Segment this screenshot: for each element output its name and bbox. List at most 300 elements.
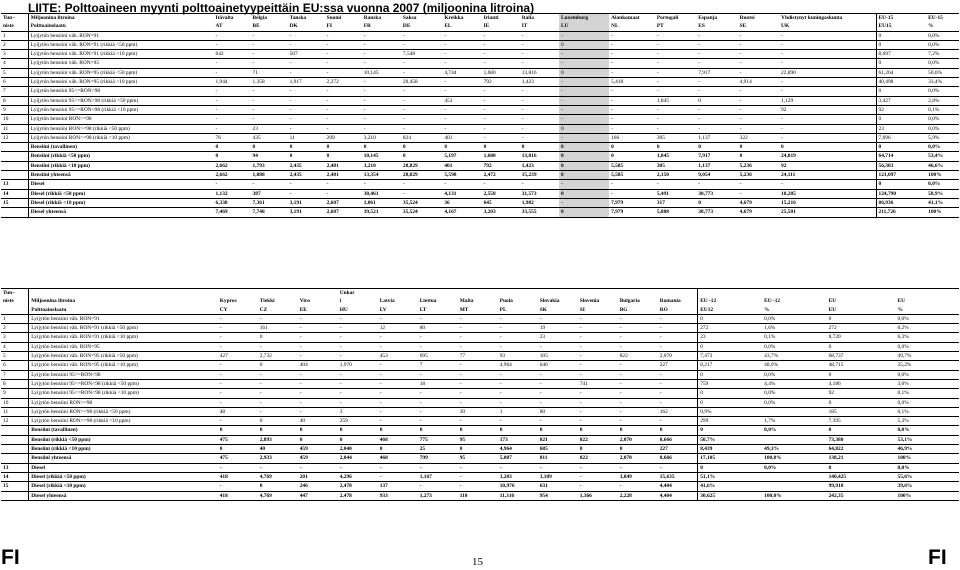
table-cell: - [520, 180, 559, 189]
table-cell: - [458, 389, 498, 398]
table-cell: 0 [779, 143, 876, 152]
table-cell: - [362, 78, 401, 87]
table-cell: - [325, 124, 362, 133]
table-cell: 6,3% [896, 333, 960, 342]
table-cell: 821 [538, 435, 578, 444]
row-label: Lyijytön bensiini 95<=RON<98 (rikkiä <50 ppm) [28, 96, 213, 105]
table-cell: 0 [482, 143, 520, 152]
header-cell: Tiekki [259, 298, 275, 305]
table-cell: - [520, 115, 559, 124]
table-cell: 1,129 [779, 96, 876, 105]
table-cell: - [325, 189, 362, 198]
table-row [1, 426, 959, 435]
table-cell: 0 [362, 143, 401, 152]
table-cell: - [609, 115, 655, 124]
table-row [1, 454, 959, 463]
header-cell: Miljoonina litroina [31, 298, 76, 305]
table-cell: - [251, 105, 288, 114]
row-label: Bensiini (tavallinen) [28, 143, 213, 152]
table-row [1, 352, 959, 361]
table-cell: - [288, 180, 325, 189]
table-cell: 9 [1, 105, 28, 114]
table-cell: - [578, 407, 618, 416]
table-cell: 0,1% [926, 105, 959, 114]
table-cell: 2,662 [214, 171, 251, 180]
table-cell: - [738, 40, 779, 49]
table-cell: 124,790 [876, 189, 926, 198]
header-cell [578, 289, 618, 298]
table-cell: - [498, 398, 538, 407]
table-cell: 387 [251, 189, 288, 198]
table-cell: 822 [618, 352, 658, 361]
header-cell: Polttoainelaatu [29, 306, 218, 315]
table-cell: 0 [698, 426, 762, 435]
table-cell: - [214, 31, 251, 40]
table-cell: - [442, 78, 481, 87]
table-cell [1, 208, 28, 217]
table-cell: - [609, 189, 655, 198]
table-cell: - [218, 370, 258, 379]
header-cell [378, 289, 418, 298]
table-cell: 0 [696, 143, 737, 152]
table-cell: - [578, 417, 618, 426]
table-cell: - [655, 180, 696, 189]
table-cell: 305 [655, 161, 696, 170]
row-label: Lyijytön bensiini RON>=98 (rikkiä <50 ppm) [29, 407, 218, 416]
table-cell: - [578, 389, 618, 398]
table-cell: - [559, 198, 609, 207]
table-cell: 0 [288, 152, 325, 161]
header-cell: Tun− [1, 14, 28, 23]
table-cell: - [738, 96, 779, 105]
table-cell: 100% [926, 171, 959, 180]
table-cell: 299 [698, 417, 762, 426]
table-cell: 459 [298, 454, 338, 463]
table-cell: 6 [1, 361, 29, 370]
table-cell: 15,239 [520, 171, 559, 180]
header-cell [258, 289, 298, 298]
table-cell: - [520, 50, 559, 59]
row-label: Lyijytön bensiini väh. RON=95 (rikkiä <50 ppm) [29, 352, 218, 361]
table-cell: - [325, 40, 362, 49]
table-cell: - [655, 50, 696, 59]
row-label: Lyijytön bensiini väh. RON=91 [29, 314, 218, 323]
row-label: Lyijytön bensiini 95<=RON<98 (rikkiä <10 ppm) [29, 389, 218, 398]
table-cell: 1,167 [418, 472, 458, 481]
header-cell: UK [779, 22, 876, 31]
table-cell: 1,137 [696, 133, 737, 142]
table-cell: 259 [338, 417, 378, 426]
table-cell: 0 [618, 445, 658, 454]
table-cell: 4,964 [498, 361, 538, 370]
table-cell: - [538, 463, 578, 472]
table-cell: 51,1% [698, 472, 762, 481]
table-cell: - [578, 342, 618, 351]
table-row [1, 96, 959, 105]
row-label: Lyijytön bensiini RON>=98 (rikkiä <10 ppm) [29, 417, 218, 426]
header-cell: Itävalta [214, 14, 251, 23]
header-cell: EU-15 [926, 14, 959, 23]
table-cell: - [325, 31, 362, 40]
row-label: Diesel [28, 180, 213, 189]
header-cell: Kypros [219, 298, 237, 305]
table-cell: - [298, 370, 338, 379]
table-cell: 4,167 [442, 208, 481, 217]
table-cell: 140,425 [827, 472, 896, 481]
table-cell: 100% [926, 208, 959, 217]
table-cell: 2,272 [325, 78, 362, 87]
header-cell: Miljoonina litroina [28, 14, 213, 23]
header-cell: Viro [299, 298, 310, 305]
table-cell: 0 [876, 59, 926, 68]
table-cell: - [418, 398, 458, 407]
table-cell: - [298, 379, 338, 388]
table-row [1, 31, 959, 40]
table-cell: - [298, 324, 338, 333]
table-cell: 2,558 [482, 189, 520, 198]
table-cell: 92 [779, 161, 876, 170]
header-cell: EU [828, 298, 837, 305]
table-cell: 0 [578, 426, 618, 435]
table-cell: 0 [258, 417, 298, 426]
table-cell: - [401, 189, 442, 198]
header-cell: FR [362, 22, 401, 31]
table-cell: 1,423 [520, 78, 559, 87]
table-cell: - [258, 407, 298, 416]
table-cell: 15,635 [658, 472, 698, 481]
header-cell [418, 289, 458, 298]
table-cell: - [338, 370, 378, 379]
table-cell: 10 [1, 398, 29, 407]
table-cell: 105 [538, 352, 578, 361]
table-cell: 453 [378, 352, 418, 361]
table-row [1, 361, 959, 370]
table-cell: 0,1% [896, 389, 960, 398]
table-cell: 2,478 [338, 482, 378, 491]
table-cell: - [218, 361, 258, 370]
table-cell: 0,0% [896, 370, 960, 379]
row-label: Bensiini (rikkiä <10 ppm) [29, 445, 218, 454]
table-cell: - [559, 87, 609, 96]
table-row [1, 314, 959, 323]
table-cell: - [442, 50, 481, 59]
header-cell: Bulgaria [619, 298, 640, 305]
table-cell [1, 143, 28, 152]
table-cell: - [618, 398, 658, 407]
table-cell: - [538, 342, 578, 351]
table-cell: 201 [298, 472, 338, 481]
header-cell: EL [442, 22, 481, 31]
table-cell: 1 [1, 31, 28, 40]
table-cell: 1,793 [251, 161, 288, 170]
table-cell: 3,0% [896, 379, 960, 388]
table-cell: 4,296 [338, 472, 378, 481]
table-cell: 35,524 [401, 198, 442, 207]
table-cell: - [738, 189, 779, 198]
table-cell: 0 [325, 143, 362, 152]
row-label: Lyijytön bensiini väh. RON=91 (rikkiä <10 ppm) [28, 50, 213, 59]
table-cell: - [498, 379, 538, 388]
table-cell: 64,822 [827, 445, 896, 454]
header-cell: LU [559, 22, 609, 31]
table-cell: 23 [876, 124, 926, 133]
table-cell: - [658, 389, 698, 398]
table-cell: 317 [655, 198, 696, 207]
table-cell: - [738, 50, 779, 59]
header-cell: Slovenia [579, 298, 600, 305]
table-cell: - [218, 379, 258, 388]
row-label: Lyijytön bensiini väh. RON=95 (rikkiä <10 ppm) [29, 361, 218, 370]
table-cell: 10,285 [779, 189, 876, 198]
table-cell: 0 [218, 426, 258, 435]
table-cell: 80 [538, 407, 578, 416]
table-cell: 39,521 [362, 208, 401, 217]
table-cell: - [325, 87, 362, 96]
table-cell: 55,6% [896, 472, 960, 481]
table-cell: - [655, 59, 696, 68]
table-cell: 0 [538, 426, 578, 435]
table-cell: - [655, 105, 696, 114]
table-cell: - [401, 87, 442, 96]
header-cell: CZ [258, 306, 298, 315]
table-cell: - [655, 40, 696, 49]
table-cell: - [520, 87, 559, 96]
table-cell: 23 [698, 333, 762, 342]
table-cell: - [655, 78, 696, 87]
table-row [1, 491, 959, 500]
table-cell: - [618, 361, 658, 370]
table-cell: 0 [559, 124, 609, 133]
table-cell: - [618, 314, 658, 323]
table-cell: - [520, 31, 559, 40]
row-label: Bensiini (rikkiä <50 ppm) [29, 435, 218, 444]
table-cell: - [338, 379, 378, 388]
table-cell: 38,461 [362, 189, 401, 198]
table-row [1, 482, 959, 491]
table-row [1, 115, 959, 124]
header-cell: BE [251, 22, 288, 31]
table-cell: 227 [658, 361, 698, 370]
table-cell: - [298, 342, 338, 351]
row-label: Lyijytön bensiini väh. RON=95 (rikkiä <10 ppm) [28, 78, 213, 87]
table-cell: - [618, 333, 658, 342]
header-cell: Latvia [379, 298, 395, 305]
table-cell: 0 [698, 398, 762, 407]
table-cell: - [288, 40, 325, 49]
table-cell: 401 [442, 133, 481, 142]
table-cell: 4,679 [738, 198, 779, 207]
table-cell: - [655, 124, 696, 133]
table-cell: 7,917 [696, 68, 737, 77]
table-cell: - [401, 180, 442, 189]
header-cell: Ranska [362, 14, 401, 23]
table-cell: 0 [827, 314, 896, 323]
table-cell: 5,808 [655, 208, 696, 217]
table-cell: 24,019 [779, 152, 876, 161]
table-cell: 792 [482, 161, 520, 170]
table-cell: 2,893 [258, 435, 298, 444]
table-cell: 7,395 [827, 417, 896, 426]
table-cell: - [218, 389, 258, 398]
table-cell: - [458, 472, 498, 481]
table-cell: 507 [288, 50, 325, 59]
footer-language-right: FI [928, 546, 947, 569]
table-cell: - [258, 342, 298, 351]
header-cell: Yhdistynyt kuningaskunta [779, 14, 876, 23]
table-cell: 3,849 [618, 472, 658, 481]
table-cell: 0 [251, 143, 288, 152]
table-cell: - [520, 96, 559, 105]
table-cell: - [779, 133, 876, 142]
table-cell: - [482, 87, 520, 96]
header-cell: % [762, 306, 826, 315]
table-cell: 0,0% [896, 463, 960, 472]
table-cell: 0,0% [762, 342, 826, 351]
table-cell: - [378, 472, 418, 481]
table-cell: 5 [1, 68, 28, 77]
table-cell: - [288, 59, 325, 68]
header-cell [218, 289, 258, 298]
table-cell: 5,585 [609, 161, 655, 170]
table-row [1, 143, 959, 152]
table-cell: 86,936 [876, 198, 926, 207]
table-cell: 642 [214, 50, 251, 59]
table-cell: - [401, 105, 442, 114]
table-cell: - [578, 463, 618, 472]
table-cell: 2,662 [214, 161, 251, 170]
header-cell: Malta [459, 298, 474, 305]
table-cell [1, 454, 29, 463]
table-cell: - [482, 40, 520, 49]
header-cell: EU [897, 298, 905, 305]
row-label: Diesel yhteensä [28, 208, 213, 217]
header-cell: Irlanti [482, 14, 520, 23]
header-cell: Ruotsi [738, 14, 779, 23]
table-cell: 8,697 [876, 50, 926, 59]
table-cell: 305 [655, 133, 696, 142]
table-cell: - [458, 342, 498, 351]
table-cell: 0 [696, 96, 737, 105]
table-cell: 0 [559, 40, 609, 49]
table-cell: - [559, 133, 609, 142]
table-cell: 4,769 [258, 472, 298, 481]
table-cell: 41,6% [698, 482, 762, 491]
row-label: Bensiini (rikkiä <10 ppm) [28, 161, 213, 170]
table-cell: 2,435 [288, 171, 325, 180]
table-cell: 8,217 [698, 361, 762, 370]
table-cell: - [458, 482, 498, 491]
table-cell: 5,418 [609, 78, 655, 87]
table-cell: 0 [338, 435, 378, 444]
table-cell: 4,4% [762, 379, 826, 388]
table-cell: - [418, 407, 458, 416]
table-cell: - [251, 40, 288, 49]
table-cell [1, 426, 29, 435]
header-cell: % [926, 22, 959, 31]
table-cell: 22,890 [779, 68, 876, 77]
table-cell: - [458, 379, 498, 388]
table-cell: 0 [298, 435, 338, 444]
table-cell: 11 [1, 407, 29, 416]
table-cell: - [618, 407, 658, 416]
table-cell: 1,6% [762, 324, 826, 333]
table-cell: - [779, 87, 876, 96]
header-cell: RO [658, 306, 698, 315]
table-cell: - [401, 115, 442, 124]
table-cell: - [578, 472, 618, 481]
table-cell: - [418, 417, 458, 426]
table-cell: - [609, 68, 655, 77]
table-cell: - [298, 407, 338, 416]
table-cell: 56,383 [876, 161, 926, 170]
table-cell: - [779, 31, 876, 40]
table-cell: - [298, 352, 338, 361]
table-cell: 0 [827, 370, 896, 379]
table-cell: 121,097 [876, 171, 926, 180]
fuel-sales-table-eu12 [1, 288, 959, 501]
table-cell: - [779, 115, 876, 124]
table-cell: 7,469 [214, 208, 251, 217]
table-cell: 12 [1, 133, 28, 142]
table-cell: - [696, 50, 737, 59]
table-cell: 0 [298, 426, 338, 435]
table-cell: - [258, 389, 298, 398]
table-cell: 0 [827, 426, 896, 435]
table-cell: 0,0% [896, 398, 960, 407]
table-cell: 8 [1, 96, 28, 105]
table-cell: 0,9% [698, 407, 762, 416]
table-cell: - [442, 40, 481, 49]
table-cell: 435 [251, 133, 288, 142]
table-row [1, 152, 959, 161]
table-cell: 811 [538, 454, 578, 463]
table-cell: 0,0% [762, 426, 826, 435]
table-cell: 1,680 [482, 68, 520, 77]
table-cell: - [378, 361, 418, 370]
table-cell: 0 [738, 152, 779, 161]
table-cell: 1 [498, 407, 538, 416]
table-cell: - [578, 352, 618, 361]
table-cell: 2 [1, 324, 29, 333]
header-cell: ES [696, 22, 737, 31]
table-cell: 824 [401, 133, 442, 142]
table-cell: 35,524 [401, 208, 442, 217]
table-cell: - [609, 31, 655, 40]
table-cell: - [520, 40, 559, 49]
table-row [1, 379, 959, 388]
table-cell: - [482, 115, 520, 124]
header-cell: BG [618, 306, 658, 315]
table-cell: - [609, 40, 655, 49]
fuel-sales-table-eu15 [1, 13, 959, 218]
row-label: Lyijytön bensiini väh. RON=91 (rikkiä <10 ppm) [29, 333, 218, 342]
table-cell: 2,040 [338, 445, 378, 454]
table-cell: - [288, 124, 325, 133]
table-cell: - [378, 342, 418, 351]
table-cell: - [338, 324, 378, 333]
table-cell: - [378, 314, 418, 323]
table-cell: 453 [442, 96, 481, 105]
table-cell: 475 [218, 435, 258, 444]
table-cell: 741 [578, 379, 618, 388]
header-cell: Saksa [401, 14, 442, 23]
row-label: Lyijytön bensiini väh. RON=95 [29, 342, 218, 351]
table-cell: 0 [401, 143, 442, 152]
table-cell: 0 [698, 342, 762, 351]
row-label: Lyijytön bensiini 95<=RON<98 [29, 370, 218, 379]
table-cell: - [696, 78, 737, 87]
header-cell [538, 289, 578, 298]
